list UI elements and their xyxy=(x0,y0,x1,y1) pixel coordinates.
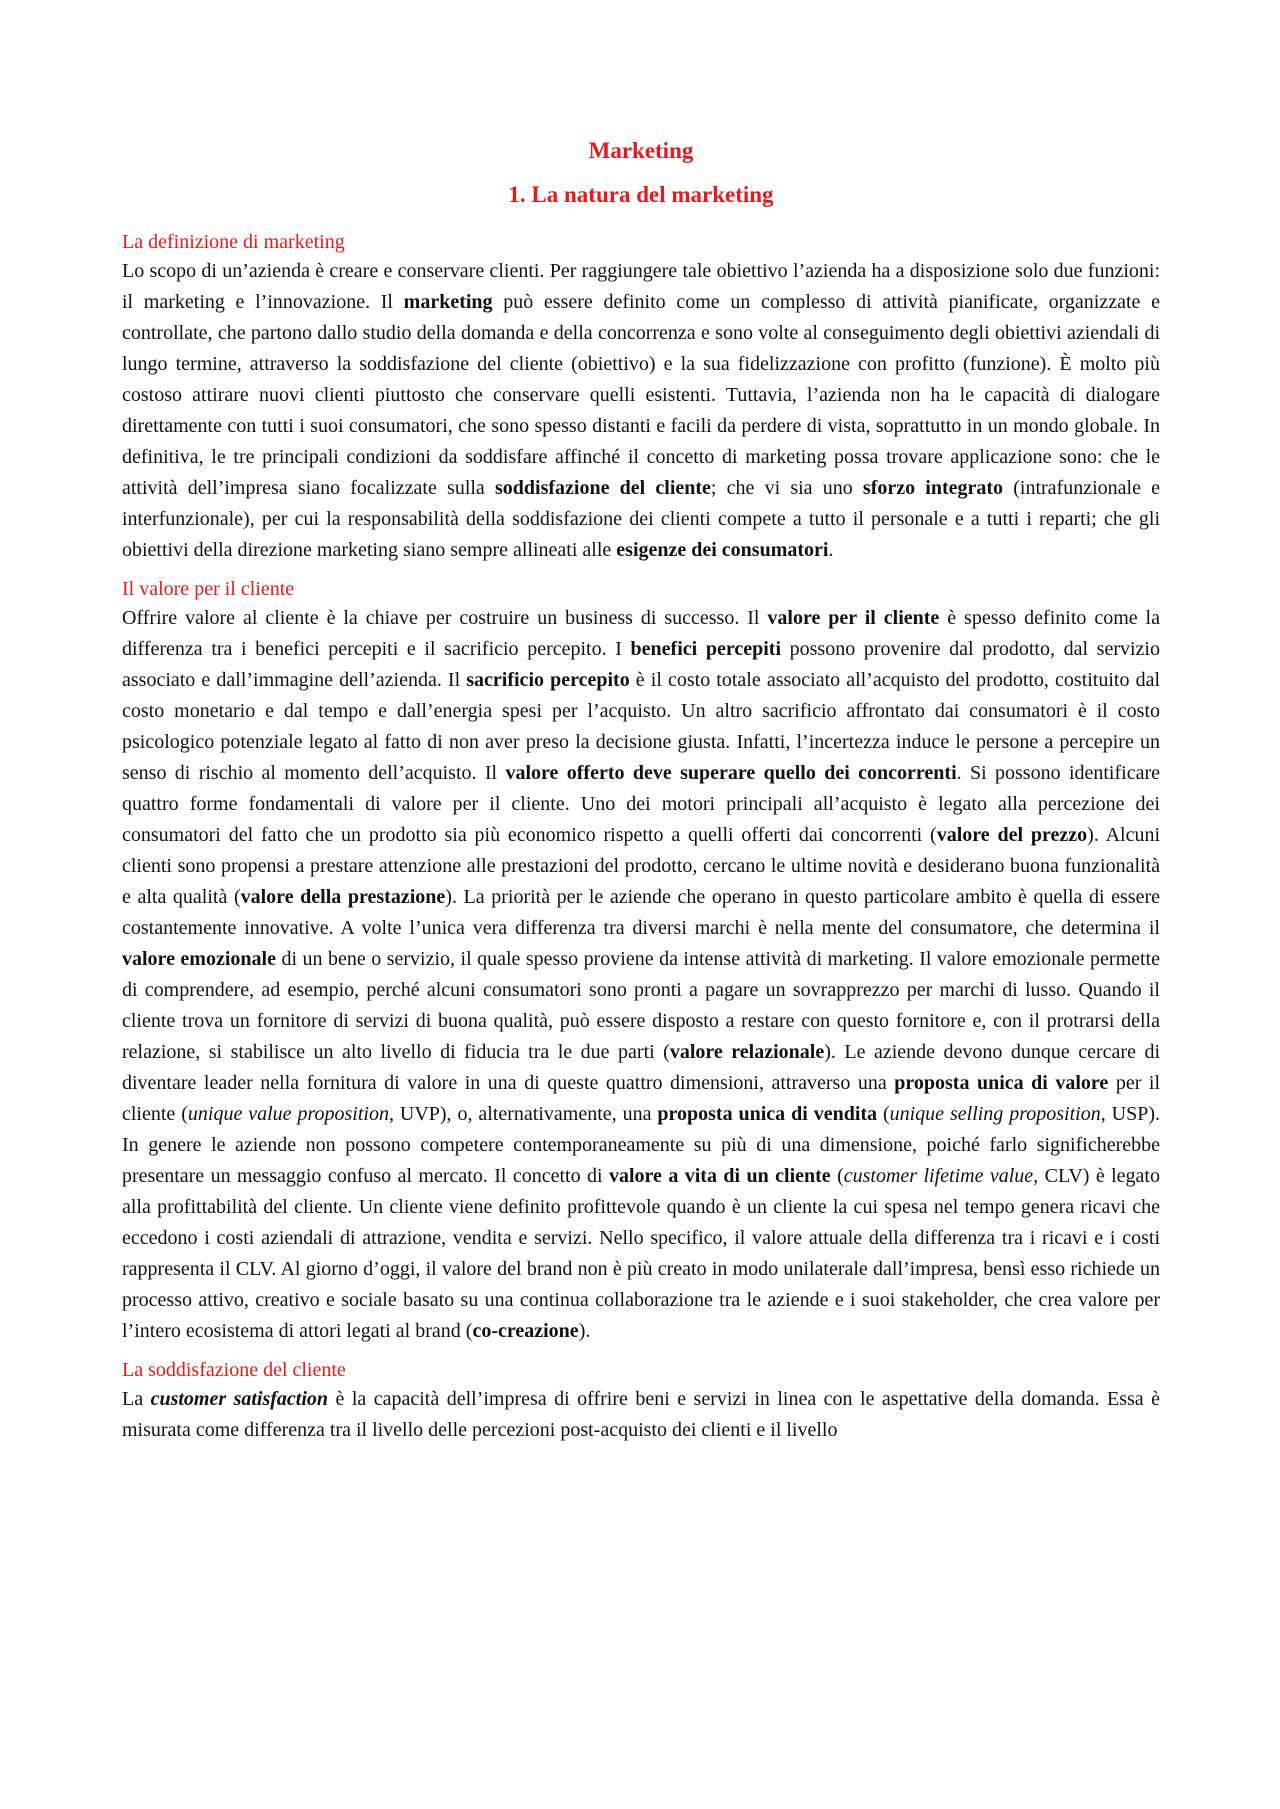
section-paragraph xyxy=(122,603,1160,1347)
chapter-title: 1. La natura del marketing xyxy=(508,182,774,207)
text-run: , UVP), o, alternativamente, una xyxy=(388,1103,658,1125)
bold-term: soddisfazione del cliente xyxy=(495,477,711,499)
text-run: La xyxy=(122,1388,151,1410)
text-run: di un bene o servizio, il quale spesso proviene da intense attività di marketing. Il valore emozionale permette di comprendere, ad esempio, perché alcuni consumatori sono pronti a pagare un sovrapprezzo per marchi di lusso. Quando il cliente trova un fornitore di servizi di buona qualità, può essere disposto a restare con questo fornitore e, con il protrarsi della relazione, si stabilisce un alto livello di fiducia tra le due parti ( xyxy=(122,948,1160,1063)
section-soddisfazione-cliente xyxy=(122,1356,1160,1446)
italic-term: unique value proposition xyxy=(187,1103,389,1125)
emphasis-text: customer satisfaction xyxy=(150,1388,329,1410)
text-run: è la capacità dell’impresa di offrire beni e servizi in linea con le aspettative della domanda. Essa è misurata come differenza tra il livello delle percezioni post-acquisto dei clienti e il livello xyxy=(122,1388,1160,1441)
bold-term: sforzo integrato xyxy=(862,477,1004,499)
text-run: . Si possono identificare quattro forme fondamentali di valore per il cliente. Uno dei motori principali all’acquisto è legato alla percezione dei consumatori del fatto che un prodotto sia più economico rispetto a quelli offerti dai concorrenti ( xyxy=(122,762,1161,846)
bold-term: valore della prestazione xyxy=(240,886,446,908)
bold-term: valore per il cliente xyxy=(767,607,940,629)
bold-term: proposta unica di vendita xyxy=(657,1103,878,1125)
text-run: ( xyxy=(830,1165,844,1187)
bold-term: proposta unica di valore xyxy=(894,1072,1109,1094)
italic-term: unique selling proposition xyxy=(889,1103,1101,1125)
text-run: per il cliente ( xyxy=(122,1072,1161,1125)
text-run: ). La priorità per le aziende che operano in questo particolare ambito è quella di essere costantemente innovative. A volte l’unica vera differenza tra diversi marchi è nella mente del consumatore, che determina il xyxy=(122,886,1160,939)
text-run: possono provenire dal prodotto, dal servizio associato e dall’immagine dell’azienda. Il xyxy=(122,638,1160,691)
text-run: può essere definito come un complesso di attività pianificate, organizzate e controllate, che partono dallo studio della domanda e della concorrenza e sono volte al conseguimento degli obiettivi aziendali di lungo termine, attraverso la soddisfazione del cliente (obiettivo) e la sua fidelizzazione con profitto (funzione). È molto più costoso attirare nuovi clienti piuttosto che conservare quelli esistenti. Tuttavia, l’azienda non ha le capacità di dialogare direttamente con tutti i suoi consumatori, che sono spesso distanti e facili da perdere di vista, soprattutto in un mondo globale. In definitiva, le tre principali condizioni da soddisfare affinché il concetto di marketing possa trovare applicazione sono: che le attività dell’impresa siano focalizzate sulla xyxy=(122,291,1160,499)
text-run: ( xyxy=(877,1103,890,1125)
bold-term: esigenze dei consumatori xyxy=(616,539,829,561)
bold-term: co-creazione xyxy=(472,1320,579,1342)
bold-term: valore emozionale xyxy=(122,948,276,970)
section-heading: Il valore per il cliente xyxy=(122,578,295,600)
text-run: Offrire valore al cliente è la chiave per costruire un business di successo. Il xyxy=(122,607,768,629)
bold-term: valore relazionale xyxy=(669,1041,825,1063)
bold-italic-text xyxy=(151,1388,328,1410)
text-run: (intrafunzionale e interfunzionale), per cui la responsabilità della soddisfazione dei clienti compete a tutto il personale e a tutti i reparti; che gli obiettivi della direzione marketing siano sempre allineati alle xyxy=(122,477,1161,561)
text-run: ). xyxy=(578,1320,591,1342)
text-run: . xyxy=(828,539,834,561)
text-run: è il costo totale associato all’acquisto del prodotto, costituito dal costo monetario e dal tempo e dall’energia spesi per l’acquisto. Un altro sacrificio affrontato dai consumatori è il costo psicologico potenziale legato al fatto di non aver preso la decisione giusta. Infatti, l’incertezza induce le persone a percepire un senso di rischio al momento dell’acquisto. Il xyxy=(122,669,1161,784)
section-paragraph xyxy=(122,256,1160,566)
section-definizione-marketing xyxy=(122,228,1160,566)
section-heading: La definizione di marketing xyxy=(122,231,345,253)
bold-term: marketing xyxy=(403,291,493,313)
text-run: , CLV) è legato alla profittabilità del cliente. Un cliente viene definito profittevole quando è un cliente la cui spesa nel tempo genera ricavi che eccedono i costi aziendali di attrazione, vendita e servizi. Nello specifico, il valore attuale della differenza tra i ricavi e i costi rappresenta il CLV. Al giorno d’oggi, il valore del brand non è più creato in modo unilaterale dall’impresa, bensì esso richiede un processo attivo, creativo e sociale basato su una continua collaborazione tra le aziende e i suoi stakeholder, che crea valore per l’intero ecosistema di attori legati al brand ( xyxy=(122,1165,1160,1342)
bold-term: valore offerto deve superare quello dei concorrenti xyxy=(505,762,957,784)
bold-term: sacrificio percepito xyxy=(466,669,630,691)
section-valore-cliente xyxy=(122,575,1160,1347)
text-run: è spesso definito come la differenza tra i benefici percepiti e il sacrificio percepito. I xyxy=(122,607,1160,660)
bold-term: valore a vita di un cliente xyxy=(608,1165,831,1187)
document-title: Marketing xyxy=(588,138,694,163)
bold-term: valore del prezzo xyxy=(936,824,1088,846)
italic-term: customer lifetime value xyxy=(843,1165,1034,1187)
section-heading: La soddisfazione del cliente xyxy=(122,1359,346,1381)
text-run: , USP). In genere le aziende non possono competere contemporaneamente su più di una dimensione, poiché farlo significherebbe presentare un messaggio confuso al mercato. Il concetto di xyxy=(122,1103,1160,1187)
bold-term: benefici percepiti xyxy=(630,638,782,660)
section-paragraph xyxy=(122,1384,1160,1446)
text-run: ). Alcuni clienti sono propensi a prestare attenzione alle prestazioni del prodotto, cercano le ultime novità e desiderano buona funzionalità e alta qualità ( xyxy=(122,824,1160,908)
text-run: ). Le aziende devono dunque cercare di diventare leader nella fornitura di valore in una di queste quattro dimensioni, attraverso una xyxy=(122,1041,1161,1094)
text-run: ; che vi sia uno xyxy=(710,477,863,499)
text-run: Lo scopo di un’azienda è creare e conservare clienti. Per raggiungere tale obiettivo l’azienda ha a disposizione solo due funzioni: il marketing e l’innovazione. Il xyxy=(122,260,1160,313)
